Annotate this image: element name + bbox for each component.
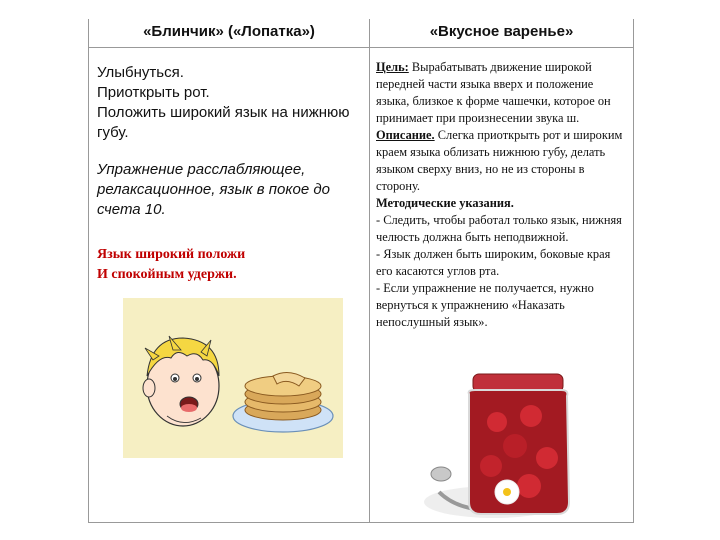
rhyme <box>97 245 365 285</box>
pancakes-icon <box>233 372 333 432</box>
rhyme-line: И спокойным удержи. <box>97 267 237 282</box>
description-text: Слегка приоткрыть рот и широким краем языка облизать нижнюю губу, делать языком сверху вниз, но не из стороны в сторону. <box>376 128 623 193</box>
instructions-list <box>97 63 365 143</box>
instruction-line: Улыбнуться. <box>97 64 184 81</box>
instruction-line: губу. <box>97 124 129 141</box>
relax-note: Упражнение расслабляющее, релаксационное, язык в покое до счета 10. <box>97 161 330 218</box>
rhyme-line: Язык широкий положи <box>97 247 246 262</box>
method-item: - Если упражнение не получается, нужно вернуться к упражнению «Наказать непослушный язык». <box>376 281 594 329</box>
column-divider <box>369 19 370 522</box>
left-column-title: «Блинчик» («Лопатка») <box>143 23 315 40</box>
jam-jar-svg <box>419 362 589 522</box>
jam-jar-photo <box>419 362 589 522</box>
instruction-line: Приоткрыть рот. <box>97 84 210 101</box>
right-column-title: «Вкусное варенье» <box>429 23 574 40</box>
illustration-svg <box>123 298 343 458</box>
boy-face-icon <box>143 336 219 426</box>
method-item: - Следить, чтобы работал только язык, нижняя челюсть должна быть неподвижной. <box>376 213 622 244</box>
jam-exercise-description <box>376 59 626 331</box>
goal-label: Цель: <box>376 60 409 74</box>
exercise-table <box>88 19 634 523</box>
goal-text: Вырабатывать движение широкой передней части языка вверх и положение языка, близкое к форме чашечки, которое он принимает при произнесении звука ш. <box>376 60 611 125</box>
method-label: Методические указания. <box>376 196 514 210</box>
header-divider <box>89 47 633 48</box>
jam-jar-icon <box>424 374 569 518</box>
description-label: Описание. <box>376 128 435 142</box>
method-item: - Язык должен быть широким, боковые края его касаются углов рта. <box>376 247 611 278</box>
instruction-line: Положить широкий язык на нижнюю <box>97 104 350 121</box>
boy-and-pancakes-illustration <box>123 298 343 458</box>
